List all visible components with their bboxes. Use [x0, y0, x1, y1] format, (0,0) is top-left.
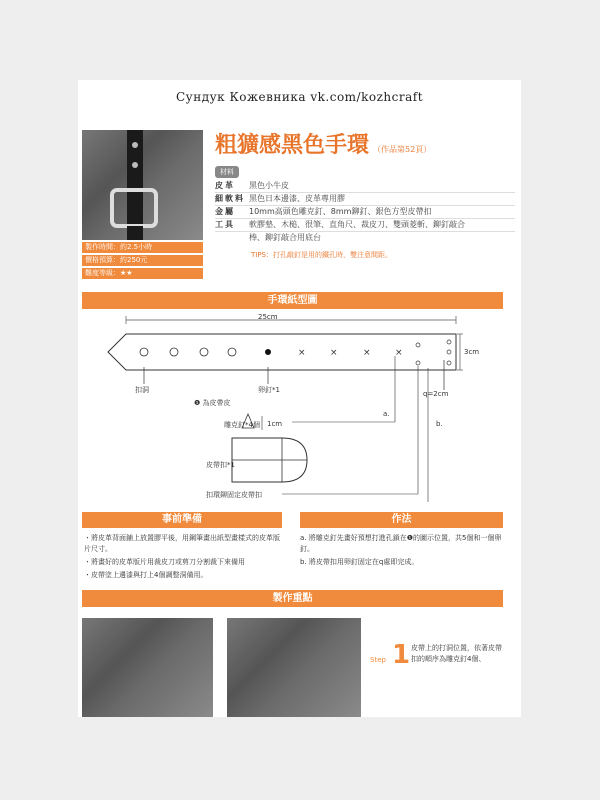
material-value: 10mm高頭色雕克釘、8mm鉚釘、銀色方型皮帶扣: [249, 207, 432, 216]
adjust-hole: [200, 348, 208, 356]
svg-text:×: ×: [330, 348, 338, 358]
title-ref: （作品第52頁）: [373, 145, 432, 154]
buckle-label: 皮帶扣*1: [206, 461, 235, 469]
spike-label: 雕克釘*4個: [224, 421, 260, 429]
material-key: 細軟料: [215, 194, 245, 203]
material-row: [215, 193, 515, 206]
material-key: 工具: [215, 220, 235, 229]
b-label: b.: [436, 420, 443, 428]
width-label: 3cm: [464, 348, 480, 356]
title-main: 粗獷感黑色手環: [215, 132, 370, 158]
prep-item: ・皮帶塗上邊漆與打上4個調整洞備用。: [84, 571, 208, 579]
product-photo: [82, 130, 203, 240]
prep-title: 事前準備: [82, 512, 282, 528]
step-label: Step: [370, 656, 386, 664]
material-row: [215, 206, 515, 219]
material-value: 棒、鉚釘敲合用底台: [249, 233, 321, 242]
step-text: 皮帶上的打洞位置，依著皮帶扣的順序為雕克釘4個、: [411, 644, 502, 663]
svg-text:×: ×: [395, 348, 403, 358]
material-key: 皮革: [215, 181, 235, 190]
svg-text:×: ×: [298, 348, 306, 358]
method-title: 作法: [300, 512, 503, 528]
fix-label: 扣環鉚固定皮帶扣: [206, 491, 262, 499]
belt-illustration: [82, 130, 203, 240]
adjust-hole: [228, 348, 236, 356]
method-item: b. 將皮帶扣用卵釘固定在q處即完成。: [300, 558, 419, 566]
watermark-header: Сундук Кожевника vk.com/kozhcraft: [175, 90, 424, 104]
page: [78, 80, 521, 717]
rivet-point: [265, 349, 271, 355]
pattern-diagram: [82, 312, 507, 502]
method-item: a. 將雕克釘先畫好預想打進孔鎖在❶的圖示位置，共5個和一個卵釘。: [300, 534, 502, 553]
step-number: 1: [392, 640, 411, 670]
length-label: 25cm: [258, 313, 278, 321]
adjust-hole: [170, 348, 178, 356]
info-price: 價格預算：約250元: [82, 255, 203, 266]
step-photo-2: [227, 618, 361, 717]
tips-note: TIPS：打孔敲釘是用的鐵孔時，雙注意間距。: [251, 251, 393, 259]
a-label: a.: [383, 410, 390, 418]
q-label: q=2cm: [423, 390, 449, 398]
step-photo-1: [82, 618, 213, 717]
rivet-label: 卵釘*1: [258, 386, 280, 394]
material-value: 黑色日本邊漆、皮革專用膠: [249, 194, 345, 203]
material-row: [215, 232, 515, 244]
spike-size-label: 1cm: [267, 420, 283, 428]
leather-label: ❶ 為皮帶皮: [194, 399, 231, 407]
info-difficulty: 難度等級：★★: [82, 268, 203, 279]
material-value: 軟膠墊、木槌、很筆、直角尺、裁皮刀、雙頭菱斬、鉚釘敲合: [249, 220, 465, 229]
section-points-bar: 製作重點: [82, 590, 503, 607]
prep-item: ・將畫好的皮革版片用裁皮刀或剪刀分割裁下來備用: [84, 558, 245, 566]
materials-badge: 材料: [215, 166, 239, 178]
page-title: [215, 128, 431, 159]
adjust-hole: [140, 348, 148, 356]
material-row: [215, 180, 515, 193]
material-value: 黑色小牛皮: [249, 181, 289, 190]
section-pattern-bar: 手環紙型圖: [82, 292, 503, 309]
hole-label: 扣洞: [135, 386, 149, 394]
material-row: [215, 219, 515, 232]
prep-item: ・將皮革背面鋪上放置膠平後，用鋼筆畫出紙型畫樣式的皮革版片尺寸。: [84, 534, 280, 553]
svg-text:×: ×: [363, 348, 371, 358]
info-time: 製作時間：約2.5小時: [82, 242, 203, 253]
material-key: 金屬: [215, 207, 235, 216]
